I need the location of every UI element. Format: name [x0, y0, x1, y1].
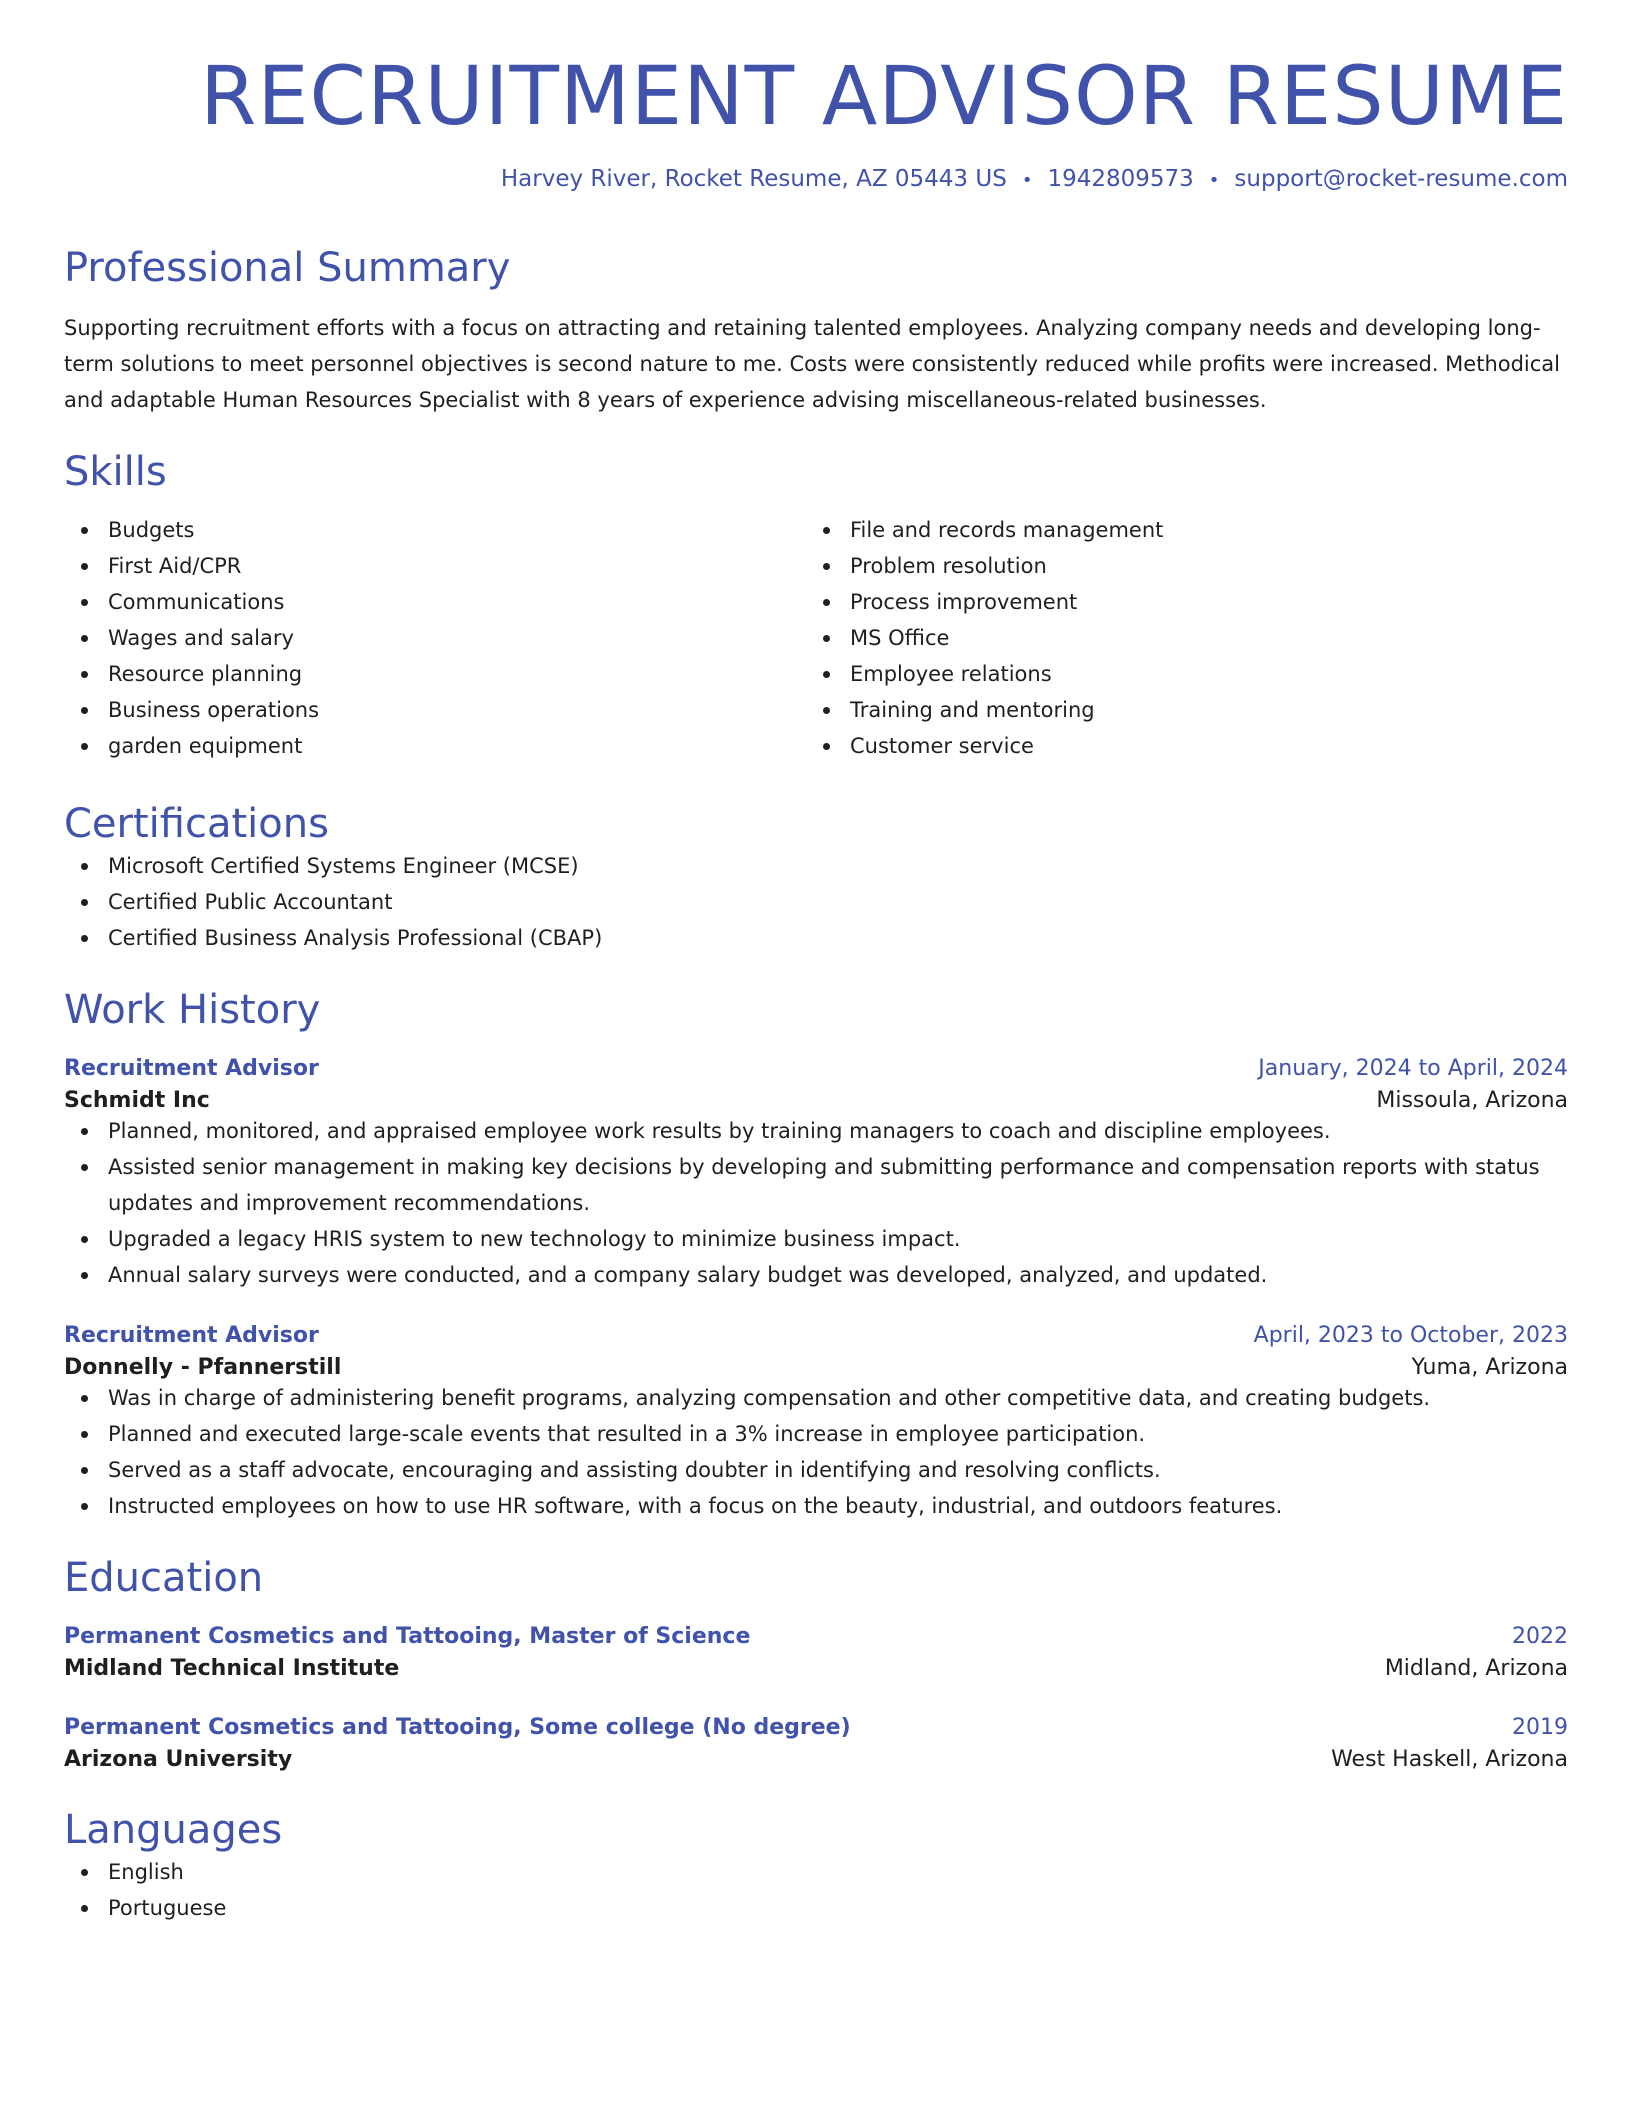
degree-name: Permanent Cosmetics and Tattooing, Master of Science: [64, 1623, 751, 1649]
skill-item: Problem resolution: [806, 548, 1548, 584]
skills-list-right: [806, 512, 1548, 764]
resume-title: RECRUITMENT ADVISOR RESUME: [200, 50, 1568, 144]
company-name: Donnelly - Pfannerstill: [64, 1354, 342, 1380]
job-duty: Upgraded a legacy HRIS system to new technology to minimize business impact.: [64, 1221, 1568, 1257]
job-dates: April, 2023 to October, 2023: [1253, 1322, 1568, 1348]
job-duty: Annual salary surveys were conducted, and a company salary budget was developed, analyzed, and updated.: [64, 1257, 1568, 1293]
job-title: Recruitment Advisor: [64, 1055, 319, 1081]
job-location: Missoula, Arizona: [1376, 1087, 1568, 1113]
contact-separator: •: [1208, 169, 1220, 191]
certifications-heading: Certifications: [64, 800, 329, 847]
education-entry-header: [64, 1715, 1568, 1740]
skill-item: File and records management: [806, 512, 1548, 548]
work-entry-org: [64, 1355, 1568, 1380]
work-entry-header: [64, 1056, 1568, 1081]
skill-item: MS Office: [806, 620, 1548, 656]
job-dates: January, 2024 to April, 2024: [1258, 1055, 1568, 1081]
contact-address: Harvey River, Rocket Resume, AZ 05443 US: [500, 165, 1007, 192]
school-name: Midland Technical Institute: [64, 1655, 400, 1681]
job-duty: Served as a staff advocate, encouraging and assisting doubter in identifying and resolving conflicts.: [64, 1452, 1568, 1488]
skill-item: First Aid/CPR: [64, 548, 806, 584]
skill-item: Business operations: [64, 692, 806, 728]
job-duty: Instructed employees on how to use HR software, with a focus on the beauty, industrial, and outdoors features.: [64, 1488, 1568, 1524]
job-duties-list: [64, 1380, 1568, 1524]
skill-item: Process improvement: [806, 584, 1548, 620]
company-name: Schmidt Inc: [64, 1087, 210, 1113]
job-location: Yuma, Arizona: [1411, 1354, 1568, 1380]
education-entry: [64, 1715, 1568, 1772]
education-entry-school: [64, 1747, 1568, 1772]
skill-item: Wages and salary: [64, 620, 806, 656]
language-item: Portuguese: [64, 1890, 1568, 1926]
school-location: Midland, Arizona: [1384, 1655, 1568, 1681]
contact-separator: •: [1021, 169, 1033, 191]
job-duty: Was in charge of administering benefit programs, analyzing compensation and other competitive data, and creating budgets.: [64, 1380, 1568, 1416]
language-item: English: [64, 1854, 1568, 1890]
skill-item: garden equipment: [64, 728, 806, 764]
job-duty: Assisted senior management in making key decisions by developing and submitting performance and compensation reports with status updates and improvement recommendations.: [64, 1149, 1568, 1221]
certifications-list: [64, 848, 1568, 956]
languages-list: [64, 1854, 1568, 1926]
languages-heading: Languages: [64, 1806, 283, 1853]
degree-name: Permanent Cosmetics and Tattooing, Some college (No degree): [64, 1714, 851, 1740]
skills-column-left: [64, 512, 806, 764]
skill-item: Employee relations: [806, 656, 1548, 692]
graduation-year: 2022: [1512, 1623, 1568, 1649]
contact-email: support@rocket-resume.com: [1234, 165, 1568, 192]
summary-text: Supporting recruitment efforts with a focus on attracting and retaining talented employees. Analyzing company needs and developing long-term solutions to meet personnel objectives is second nature to me. Costs were consistently reduced while profits were increased. Methodical and adaptable Human Resources Specialist with 8 years of experience advising miscellaneous-related businesses.: [64, 315, 1561, 412]
certification-item: Microsoft Certified Systems Engineer (MCSE): [64, 848, 1568, 884]
skills-heading: Skills: [64, 448, 167, 495]
education-heading: Education: [64, 1554, 264, 1601]
education-entry-header: [64, 1624, 1568, 1649]
skill-item: Training and mentoring: [806, 692, 1548, 728]
school-location: West Haskell, Arizona: [1331, 1746, 1568, 1772]
summary-heading: Professional Summary: [64, 244, 511, 291]
certification-item: Certified Public Accountant: [64, 884, 1568, 920]
education-entry-school: [64, 1656, 1568, 1681]
job-duties-list: [64, 1113, 1568, 1293]
work-entry: [64, 1323, 1568, 1524]
work-entry-header: [64, 1323, 1568, 1348]
work-entry-org: [64, 1088, 1568, 1113]
skills-grid: [64, 512, 1568, 764]
skill-item: Communications: [64, 584, 806, 620]
job-duty: Planned, monitored, and appraised employee work results by training managers to coach and discipline employees.: [64, 1113, 1568, 1149]
education-entry: [64, 1624, 1568, 1681]
job-title: Recruitment Advisor: [64, 1322, 319, 1348]
skill-item: Budgets: [64, 512, 806, 548]
skill-item: Resource planning: [64, 656, 806, 692]
graduation-year: 2019: [1512, 1714, 1568, 1740]
school-name: Arizona University: [64, 1746, 293, 1772]
skills-list-left: [64, 512, 806, 764]
contact-line: [64, 165, 1568, 195]
contact-phone: 1942809573: [1047, 165, 1194, 192]
work-entry: [64, 1056, 1568, 1293]
skills-column-right: [806, 512, 1548, 764]
skill-item: Customer service: [806, 728, 1548, 764]
job-duty: Planned and executed large-scale events that resulted in a 3% increase in employee participation.: [64, 1416, 1568, 1452]
work-history-heading: Work History: [64, 986, 321, 1033]
certification-item: Certified Business Analysis Professional (CBAP): [64, 920, 1568, 956]
